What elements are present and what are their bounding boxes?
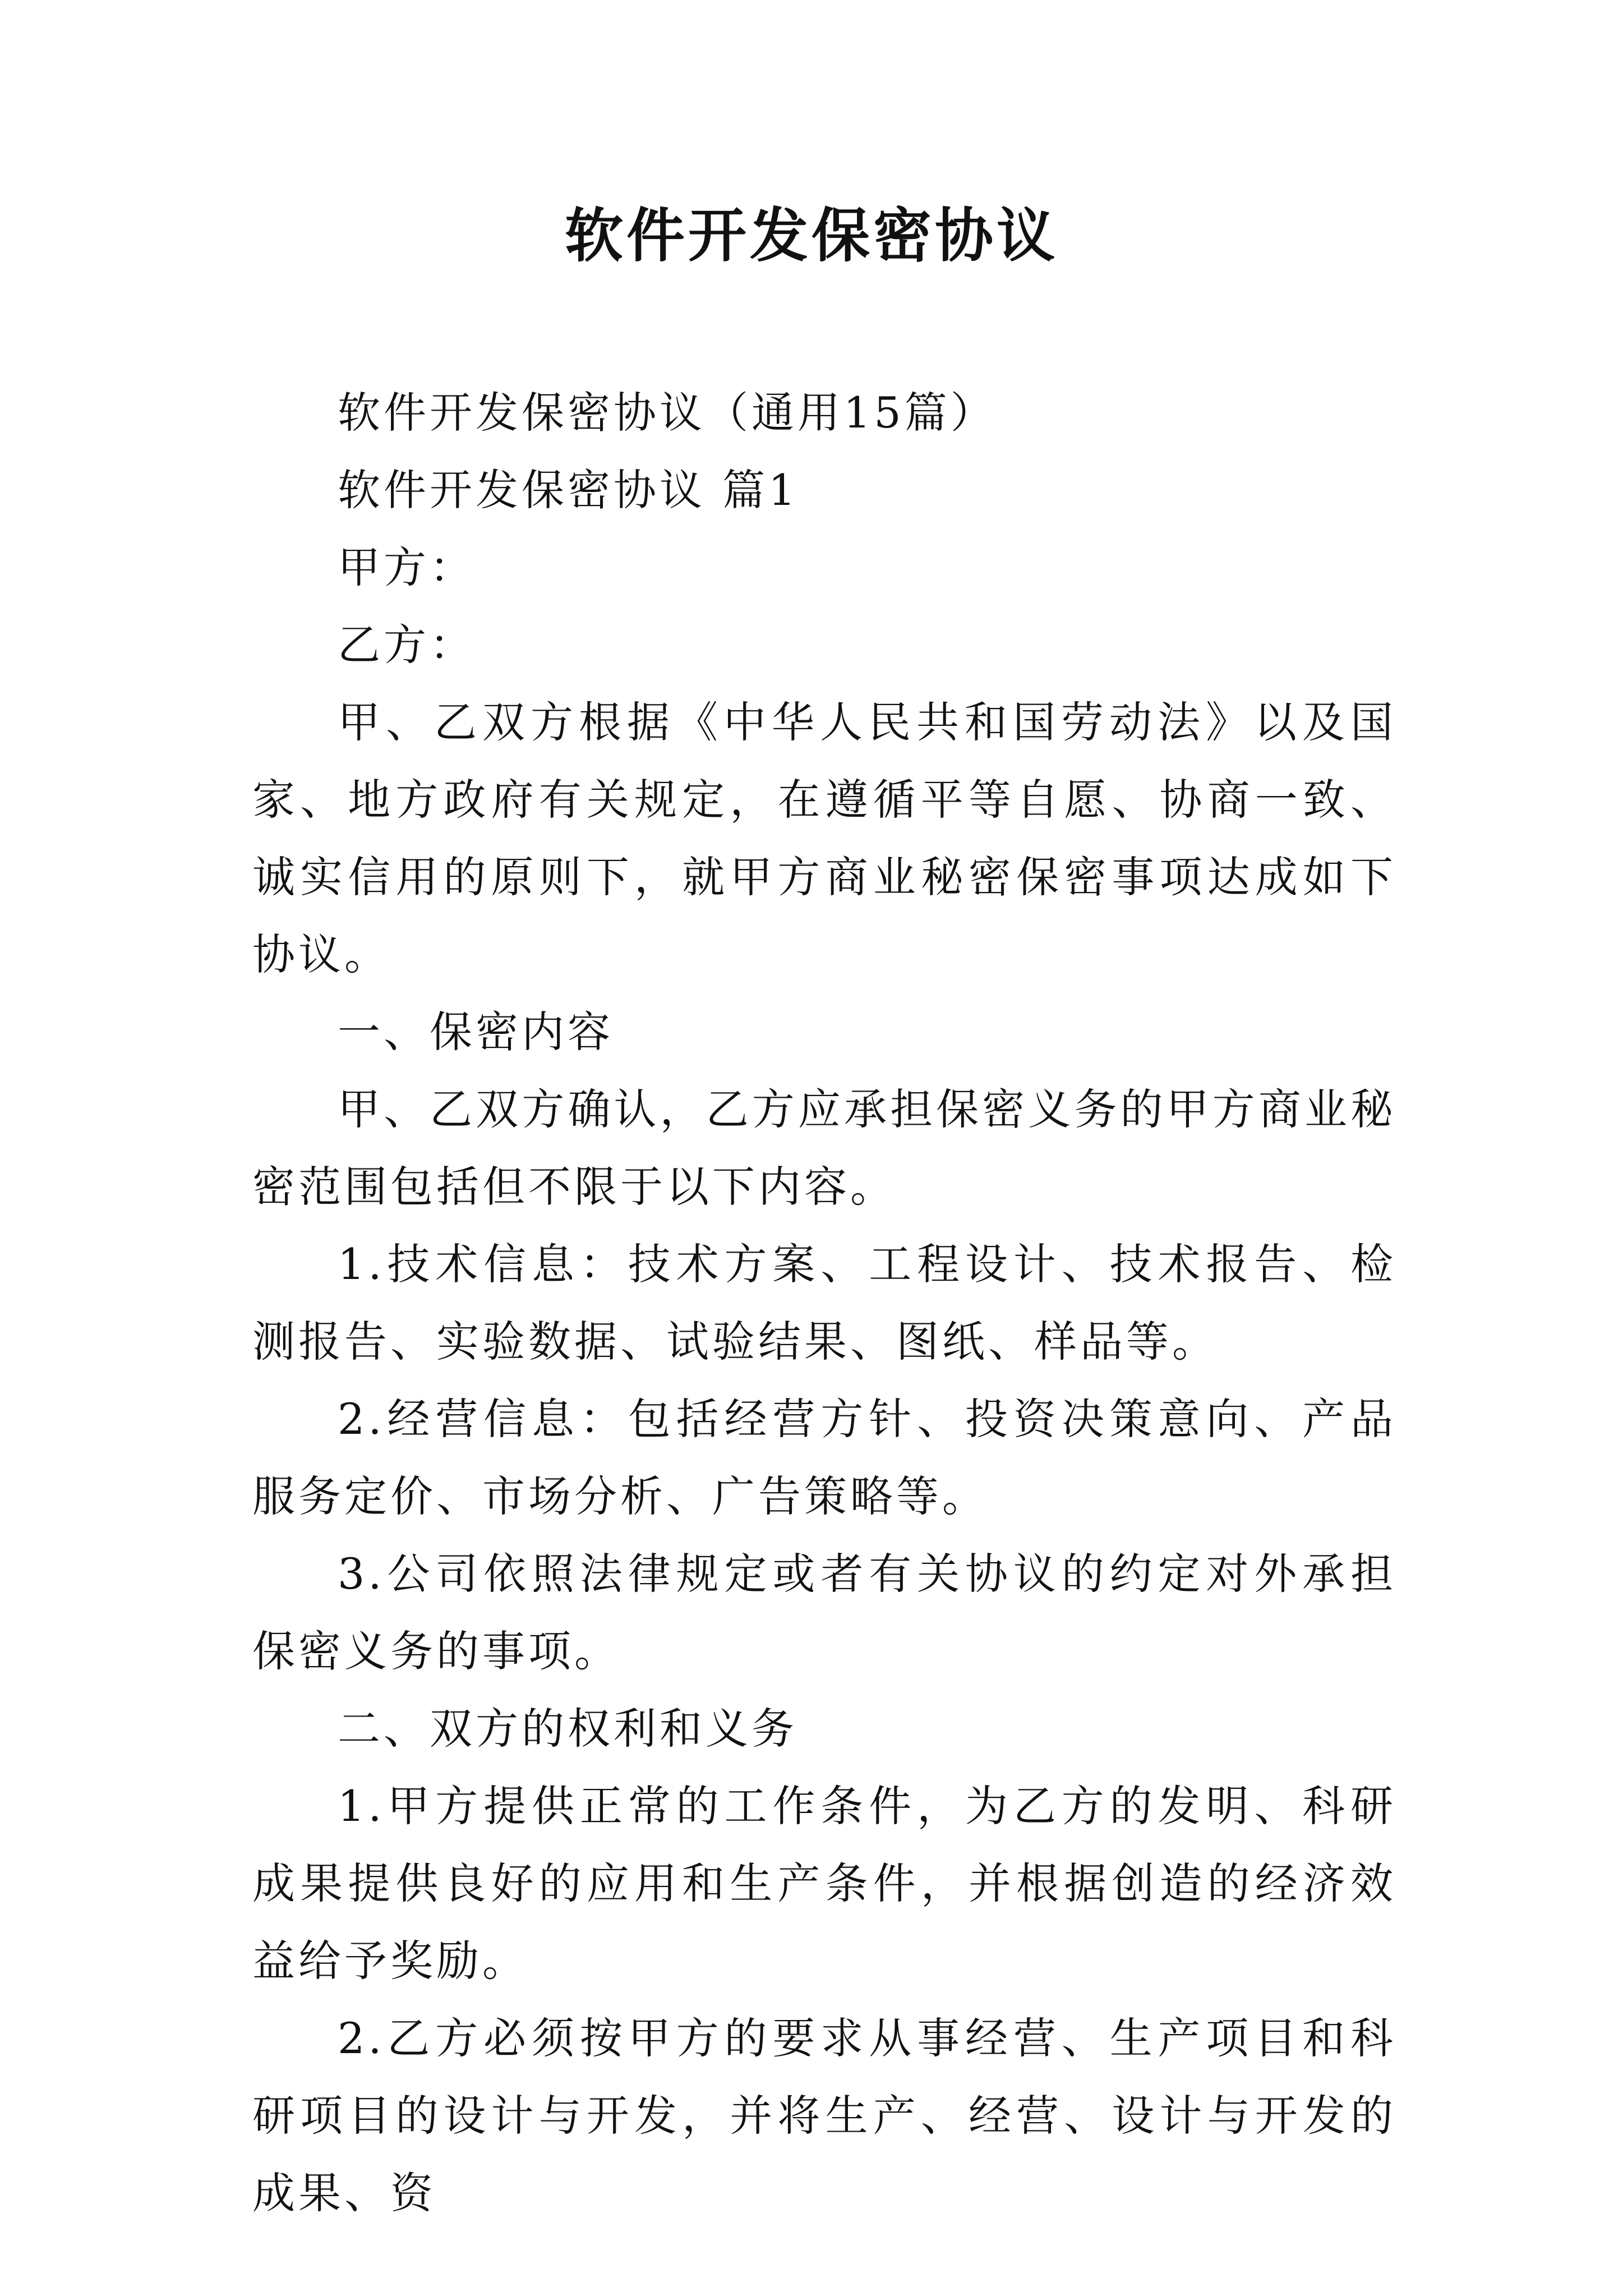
list-item-business-info: 2.经营信息：包括经营方针、投资决策意向、产品服务定价、市场分析、广告策略等。 [252,1394,1396,1521]
list-item-party-b-duties: 2.乙方必须按甲方的要求从事经营、生产项目和科研项目的设计与开发，并将生产、经营、设计与开发的成果、资 [252,2013,1396,2218]
section-heading-confidential-content: 一、保密内容 [338,1007,614,1057]
paragraph-preamble: 甲、乙双方根据《中华人民共和国劳动法》以及国家、地方政府有关规定，在遵循平等自愿、协商一致、诚实信用的原则下，就甲方商业秘密保密事项达成如下协议。 [252,697,1396,979]
section-heading-rights-obligations: 二、双方的权利和义务 [338,1704,797,1754]
list-item-party-a-duties: 1.甲方提供正常的工作条件，为乙方的发明、科研成果提供良好的应用和生产条件，并根据创造的经济效益给予奖励。 [252,1781,1396,1986]
paragraph-party-b: 乙方： [338,620,476,670]
document-body [252,374,1396,2232]
document-title: 软件开发保密协议 [564,201,1058,270]
paragraph-part-heading: 软件开发保密协议 篇1 [338,465,799,515]
list-item-legal-obligations: 3.公司依照法律规定或者有关协议的约定对外承担保密义务的事项。 [252,1549,1396,1676]
paragraph-confidential-scope: 甲、乙双方确认，乙方应承担保密义务的甲方商业秘密范围包括但不限于以下内容。 [252,1084,1396,1212]
paragraph-party-a: 甲方： [338,542,476,592]
list-item-technical-info: 1.技术信息：技术方案、工程设计、技术报告、检测报告、实验数据、试验结果、图纸、样品等。 [252,1239,1396,1366]
paragraph-collection-title: 软件开发保密协议（通用15篇） [338,388,997,438]
